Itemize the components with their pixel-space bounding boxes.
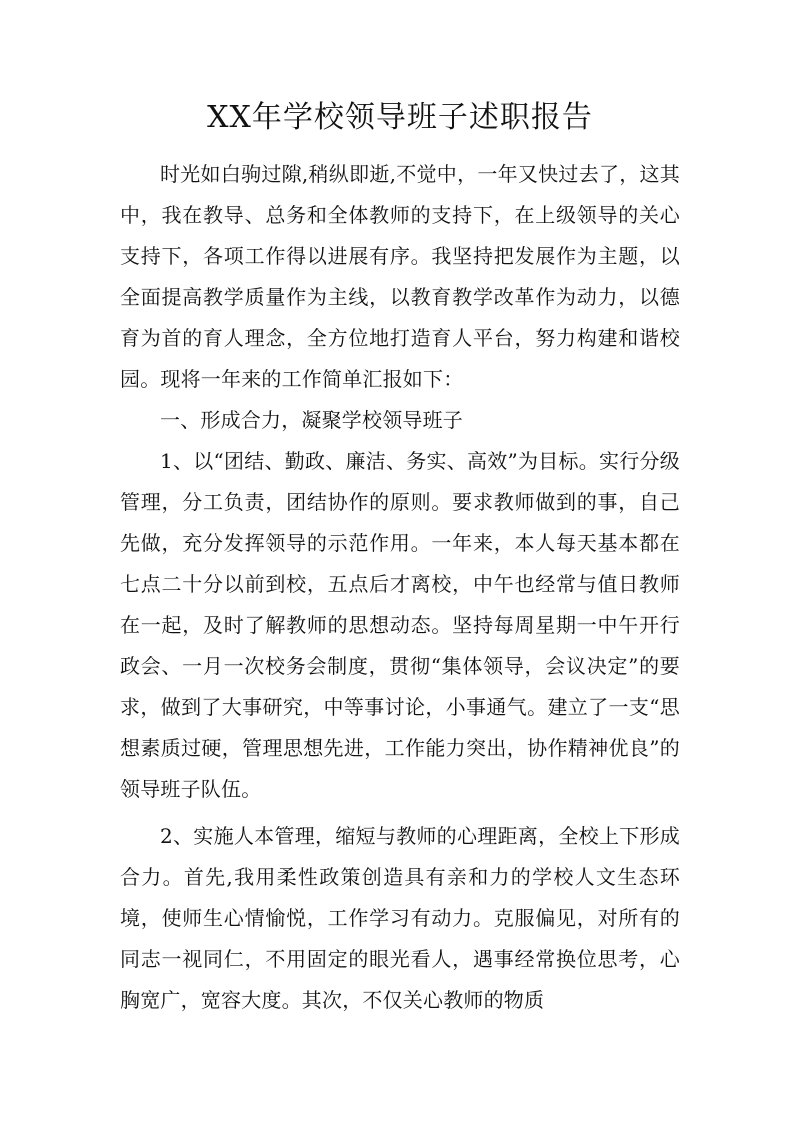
document-body (120, 154, 680, 1021)
document-title: XX年学校领导班子述职报告 (207, 100, 593, 135)
section-heading-1: 一、形成合力，凝聚学校领导班子 (160, 408, 463, 432)
intro-paragraph: 时光如白驹过隙,稍纵即逝,不觉中，一年又快过去了，这其中，我在教导、总务和全体教师的支持下，在上级领导的关心支持下，各项工作得以进展有序。我坚持把发展作为主题，以全面提高教学质量作为主线，以教育教学改革作为动力，以德育为首的育人理念，全方位地打造育人平台，努力构建和谐校园。现将一年来的工作简单汇报如下： (120, 162, 680, 391)
section-1-item-2-paragraph: 2、实施人本管理，缩短与教师的心理距离，全校上下形成合力。首先,我用柔性政策创造具有亲和力的学校人文生态环境，使师生心情愉悦，工作学习有动力。克服偏见，对所有的同志一视同仁，不用固定的眼光看人，遇事经常换位思考，心胸宽广，宽容大度。其次，不仅关心教师的物质 (120, 824, 680, 1012)
section-1-item-1-paragraph: 1、以“团结、勤政、廉洁、务实、高效”为目标。实行分级管理，分工负责，团结协作的原则。要求教师做到的事，自己先做，充分发挥领导的示范作用。一年来，本人每天基本都在七点二十分以前到校，五点后才离校，中午也经常与值日教师在一起，及时了解教师的思想动态。坚持每周星期一中午开行政会、一月一次校务会制度，贯彻“集体领导，会议决定”的要求，做到了大事研究，中等事讨论，小事通气。建立了一支“思想素质过硬，管理思想先进，工作能力突出，协作精神优良”的领导班子队伍。 (120, 449, 680, 801)
